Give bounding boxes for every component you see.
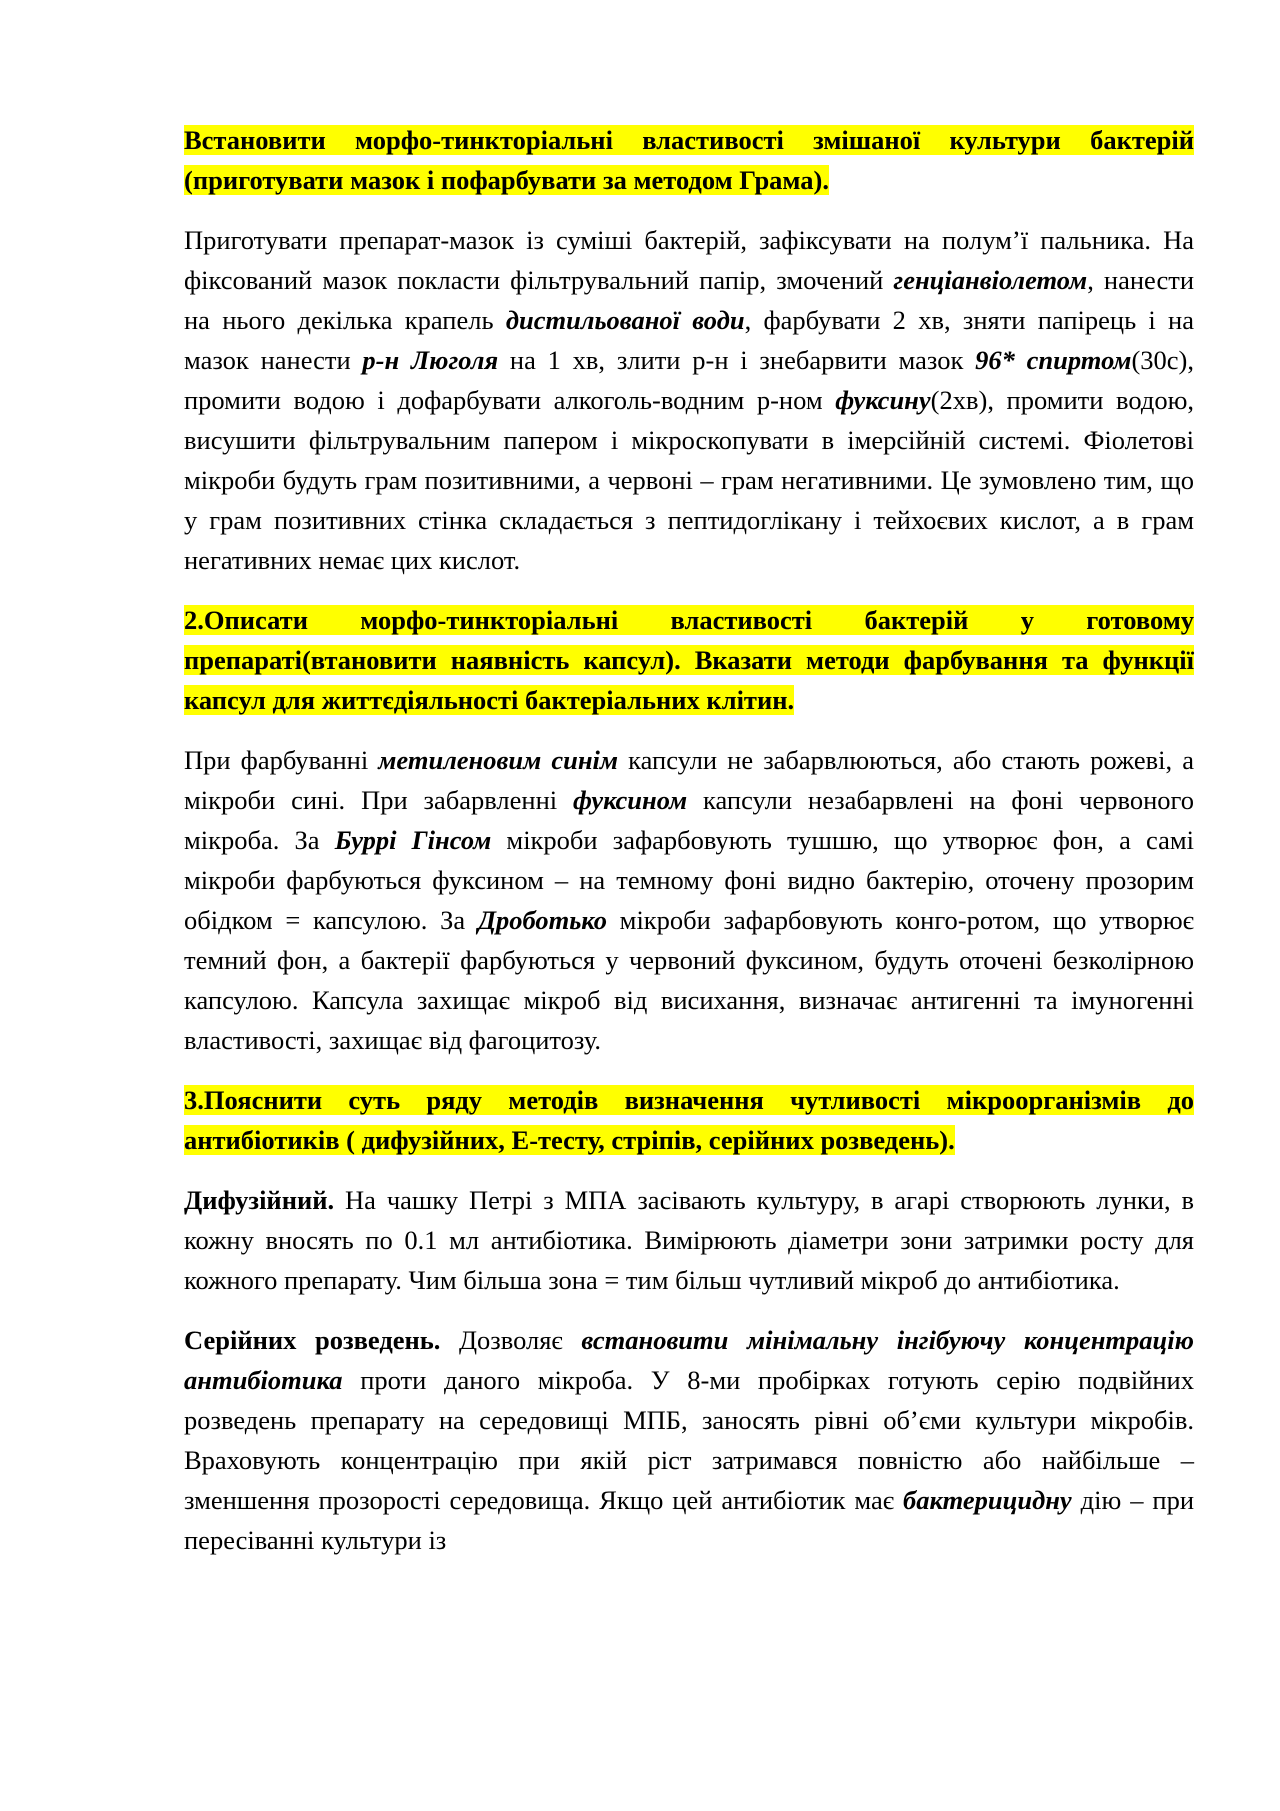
- emphasis-mic: встановити мінімальну інгібуючу концентрацію антибіотика: [184, 1325, 1194, 1395]
- section-heading-capsules: [184, 600, 1194, 720]
- lead-term-diffusion: Дифузійний.: [184, 1185, 335, 1215]
- emphasis-distilled-water: дистильованої води: [505, 305, 745, 335]
- paragraph-gram-stain-method: [184, 220, 1194, 580]
- emphasis-gentian-violet: генціанвіолетом: [893, 265, 1088, 295]
- emphasis-fuchsin: фуксином: [573, 785, 688, 815]
- paragraph-diffusion-method: [184, 1180, 1194, 1300]
- text-run: Приготувати препарат-мазок із суміші бактерій, зафіксувати на полум’ї пальника. На фіксований мазок покласти фільтрувальний папір, змочений: [184, 225, 1194, 295]
- text-run: капсули незабарвлені на фоні червоного мікроба. За: [184, 785, 1194, 855]
- text-run: проти даного мікроба. У 8-ми пробірках готують серію подвійних розведень препарату на середовищі МПБ, заносять рівні об’єми культури мікробів. Враховують концентрацію при якій ріст затримався повністю або найбільше – зменшення прозорості середовища. Якщо цей антибіотик має: [184, 1365, 1194, 1515]
- lead-term-serial-dilution: Серійних розведень.: [184, 1325, 441, 1355]
- document-page: [184, 120, 1194, 1580]
- text-run: мікроби зафарбовують тушшю, що утворює фон, а самі мікроби фарбуються фуксином – на темному фоні видно бактерію, оточену прозорим обідком = капсулою. За: [184, 825, 1194, 935]
- text-run: Дозволяє: [440, 1325, 582, 1355]
- text-run: на 1 хв, злити р-н і знебарвити мазок: [498, 345, 976, 375]
- emphasis-bactericidal: бактерицидну: [903, 1485, 1072, 1515]
- text-run: дію – при пересіванні культури із: [184, 1485, 1194, 1555]
- emphasis-alcohol: 96* спиртом: [975, 345, 1132, 375]
- text-run: (30с), промити водою і дофарбувати алкоголь-водним р-ном: [184, 345, 1195, 415]
- text-run: мікроби зафарбовують конго-ротом, що утворює темний фон, а бактерії фарбуються у червоний фуксином, будуть оточені безколірною капсулою. Капсула захищає мікроб від висихання, визначає антигенні та імуногенні властивості, захищає від фагоцитозу.: [184, 905, 1194, 1055]
- paragraph-capsule-staining: [184, 740, 1194, 1060]
- emphasis-burri-gins: Буррі Гінсом: [334, 825, 492, 855]
- highlighted-heading-text: 2.Описати морфо-тинкторіальні властивості бактерій у готовому препараті(втановити наявність капсул). Вказати методи фарбування та функції капсул для життєдіяльності бактеріальних клітин.: [184, 605, 1194, 715]
- highlighted-heading-text: Встановити морфо-тинкторіальні властивості змішаної культури бактерій (приготувати мазок і пофарбувати за методом Грама).: [184, 125, 1194, 195]
- text-run: капсули не забарвлюються, або стають рожеві, а мікроби сині. При забарвленні: [184, 745, 1194, 815]
- paragraph-serial-dilution-method: [184, 1320, 1194, 1560]
- emphasis-drobotko: Дроботько: [477, 905, 607, 935]
- text-run: При фарбуванні: [184, 745, 379, 775]
- text-run: , нанести на нього декілька крапель: [184, 265, 1195, 335]
- text-run: , фарбувати 2 хв, зняти папірець і на мазок нанести: [184, 305, 1195, 375]
- text-run: (2хв), промити водою, висушити фільтрувальним папером і мікроскопувати в імерсійній системі. Фіолетові мікроби будуть грам позитивними, а червоні – грам негативними. Це зумовлено тим, що у грам позитивних стінка складається з пептидоглікану і тейхоєвих кислот, а в грам негативних немає цих кислот.: [184, 385, 1194, 575]
- highlighted-heading-text: 3.Пояснити суть ряду методів визначення чутливості мікроорганізмів до антибіотиків ( дифузійних, Е-тесту, стріпів, серійних розведень).: [184, 1085, 1194, 1155]
- emphasis-fuchsin: фуксину: [835, 385, 931, 415]
- section-heading-gram-stain: [184, 120, 1194, 200]
- emphasis-lugol-solution: р-н Люголя: [362, 345, 499, 375]
- section-heading-antibiotic-sensitivity: [184, 1080, 1194, 1160]
- text-run: На чашку Петрі з МПА засівають культуру, в агарі створюють лунки, в кожну вносять по 0.1 мл антибіотика. Вимірюють діаметри зони затримки росту для кожного препарату. Чим більша зона = тим більш чутливий мікроб до антибіотика.: [184, 1185, 1194, 1295]
- emphasis-methylene-blue: метиленовим синім: [378, 745, 619, 775]
